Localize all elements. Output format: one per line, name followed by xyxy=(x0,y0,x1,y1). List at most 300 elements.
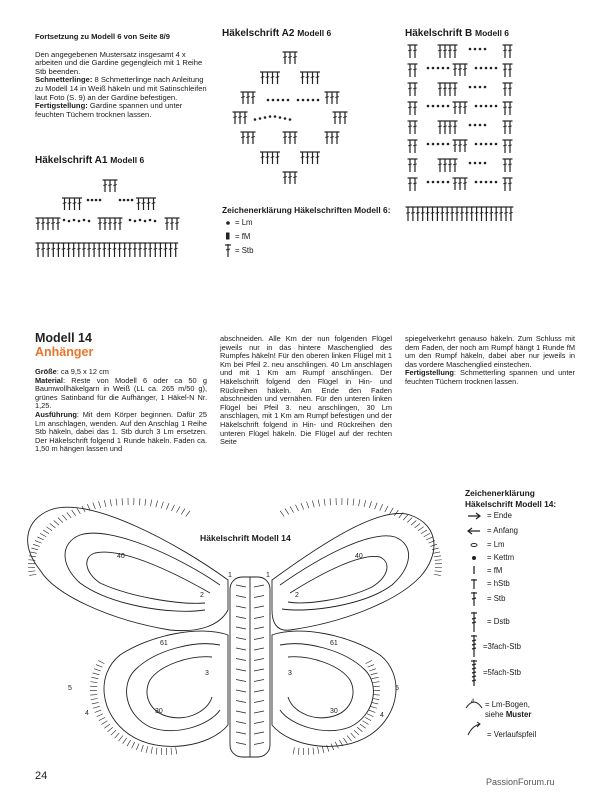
stb-symbol xyxy=(122,243,127,257)
stb-symbol xyxy=(108,218,113,230)
stb-symbol xyxy=(62,198,67,210)
lm-symbol xyxy=(432,105,435,108)
lm-symbol xyxy=(68,220,71,223)
lm-symbol xyxy=(490,105,493,108)
stb-symbol xyxy=(143,243,148,257)
stb-symbol xyxy=(508,207,513,221)
stb-symbol xyxy=(503,121,508,134)
stb-symbol xyxy=(315,72,320,84)
stb-symbol xyxy=(112,243,117,257)
model14-column-1 xyxy=(35,368,207,454)
lm-symbol xyxy=(144,220,147,223)
stb-symbol xyxy=(325,132,330,144)
lm-symbol xyxy=(479,48,482,51)
lm-symbol xyxy=(432,181,435,184)
stb-symbol xyxy=(148,243,153,257)
label-40-left: 40 xyxy=(117,553,125,560)
butterfly-chart xyxy=(0,485,460,775)
label-30-right: 30 xyxy=(330,708,338,715)
stb-symbol xyxy=(335,132,340,144)
hstb-symbol xyxy=(471,579,477,589)
stb-symbol xyxy=(503,45,508,58)
stb-symbol xyxy=(448,159,453,172)
stb-symbol xyxy=(443,83,448,96)
stb-symbol xyxy=(453,83,458,96)
stb-symbol xyxy=(508,159,513,172)
continuation-para-2: Schmetterlinge: 8 Schmetterlinge nach Anleitung zu Modell 14 in Weiß häkeln und mit Satinschleifen laut Foto (S. 9) an der Gardine befestigen. xyxy=(35,75,207,102)
lm-symbol xyxy=(99,199,102,202)
legend6-item-stb: = Stb xyxy=(235,246,254,255)
label-1-left: 1 xyxy=(228,572,232,579)
lm-symbol xyxy=(447,105,450,108)
lm-symbol xyxy=(485,181,488,184)
legend6-item-lm: = Lm xyxy=(235,218,253,227)
lm-symbol xyxy=(442,181,445,184)
lm-symbol xyxy=(289,118,292,121)
stb-symbol xyxy=(406,207,411,221)
legend14-fm: = fM xyxy=(487,566,503,575)
stb-symbol xyxy=(98,218,103,230)
label-3-right: 3 xyxy=(288,670,292,677)
continuation-heading: Fortsetzung zu Modell 6 von Seite 8/9 xyxy=(35,32,171,41)
stb-symbol xyxy=(51,243,56,257)
stb-symbol xyxy=(408,140,413,153)
lm-symbol xyxy=(95,199,98,202)
stb-symbol xyxy=(499,207,504,221)
stb-symbol xyxy=(338,112,343,124)
lm-symbol xyxy=(469,86,472,89)
stb-symbol xyxy=(333,112,338,124)
stb-symbol xyxy=(36,243,41,257)
label-5-right: 5 xyxy=(395,685,399,692)
legend14-hstb: = hStb xyxy=(487,579,510,588)
lm-symbol xyxy=(427,143,430,146)
lm-symbol xyxy=(474,48,477,51)
lm-symbol xyxy=(484,86,487,89)
stb-symbol xyxy=(455,207,460,221)
lm-symbol xyxy=(471,544,477,547)
stb-symbol xyxy=(260,152,265,164)
continuation-para-1: Den angegebenen Mustersatz insgesamt 4 x arbeiten und die Gardine gegengleich mit 1 Reihe Stb beenden. xyxy=(35,49,203,76)
lm-symbol xyxy=(474,86,477,89)
chart-b xyxy=(406,45,514,221)
chart-a2 xyxy=(233,52,348,184)
legend6-item-fm: = fM xyxy=(235,232,251,241)
lm-symbol xyxy=(469,124,472,127)
model14-title: Modell 14 xyxy=(35,331,92,345)
lm-symbol xyxy=(63,219,66,222)
stb-symbol xyxy=(464,207,469,221)
stb-symbol xyxy=(67,198,72,210)
legend14-title: Zeichenerklärung Häkelschrift Modell 14: xyxy=(465,488,557,509)
lm-symbol xyxy=(282,99,285,102)
lm-symbol xyxy=(277,99,280,102)
lm-symbol xyxy=(432,67,435,70)
lm-symbol xyxy=(139,219,142,222)
lm-symbol xyxy=(485,143,488,146)
stb-symbol xyxy=(102,243,107,257)
upper-right-wing xyxy=(272,513,434,630)
stb-symbol xyxy=(503,83,508,96)
stb-symbol xyxy=(165,218,170,230)
lm-symbol xyxy=(484,162,487,165)
butterfly-chart-title: Häkelschrift Modell 14 xyxy=(200,533,291,543)
stb-symbol xyxy=(175,218,180,230)
lm-symbol xyxy=(480,143,483,146)
legend6-symbols xyxy=(225,222,231,257)
stb-symbol xyxy=(265,72,270,84)
lm-symbol xyxy=(297,99,300,102)
stb-symbol xyxy=(46,218,51,230)
stb-symbol xyxy=(458,102,463,114)
lm-symbol xyxy=(432,143,435,146)
stb-symbol xyxy=(453,102,458,114)
stb-symbol xyxy=(438,121,443,134)
lm-symbol xyxy=(312,99,315,102)
legend-lm-symbol xyxy=(227,222,230,225)
stb-symbol xyxy=(260,72,265,84)
stb-symbol xyxy=(300,72,305,84)
stb-symbol xyxy=(92,243,97,257)
stb-symbol xyxy=(450,207,455,221)
stb-symbol xyxy=(438,159,443,172)
stb-symbol xyxy=(138,243,143,257)
lm-symbol xyxy=(447,143,450,146)
stb-symbol xyxy=(265,152,270,164)
stb-symbol xyxy=(61,243,66,257)
stb-symbol xyxy=(408,178,413,191)
lm-symbol xyxy=(447,67,450,70)
stb-symbol xyxy=(503,178,508,191)
lm-symbol xyxy=(307,99,310,102)
upper-left-wing xyxy=(28,507,228,630)
stb-symbol xyxy=(453,121,458,134)
lm-symbol xyxy=(279,116,282,119)
stb-symbol xyxy=(494,207,499,221)
stb-symbol xyxy=(458,140,463,152)
stb-symbol xyxy=(463,140,468,152)
stb-symbol xyxy=(413,45,418,58)
label-2-left: 2 xyxy=(200,592,204,599)
stb-symbol xyxy=(453,140,458,152)
stb-symbol xyxy=(325,92,330,104)
stb-symbol xyxy=(293,132,298,144)
stb-symbol xyxy=(413,102,418,115)
stb-symbol xyxy=(168,243,173,257)
stb-symbol xyxy=(270,72,275,84)
stb-symbol xyxy=(408,83,413,96)
stb-symbol xyxy=(81,243,86,257)
stb-symbol xyxy=(153,243,158,257)
watermark: PassionForum.ru xyxy=(486,777,555,787)
label-4-left: 4 xyxy=(85,710,89,717)
stb-symbol xyxy=(508,64,513,77)
label-40-right: 40 xyxy=(355,553,363,560)
stb-symbol xyxy=(241,92,246,104)
stb-symbol xyxy=(117,243,122,257)
stb-symbol xyxy=(113,180,118,192)
stb-symbol xyxy=(458,178,463,190)
lm-symbol xyxy=(479,86,482,89)
model14-material: Material: Reste von Modell 6 oder ca 50 g Baumwollhäkelgarn in Weiß (LL ca. 265 m/50 g), grünes Satinband für die Aufhänger, 1 Häkel-N Nr. 1,25. xyxy=(35,375,207,411)
stb-symbol xyxy=(479,207,484,221)
model14-mirror-text: spiegelverkehrt genauso häkeln. Zum Schluss mit dem Faden, der noch am Rumpf hängt 1 Runde fM um den Rumpf häkeln, dabei aber nur jeweils in das vordere Maschenglied einstechen. xyxy=(405,334,575,369)
stb-symbol xyxy=(71,243,76,257)
lm-symbol xyxy=(91,199,94,202)
stb-symbol xyxy=(453,64,458,76)
stb-symbol xyxy=(408,45,413,58)
stb-symbol xyxy=(440,207,445,221)
lm-symbol xyxy=(475,67,478,70)
stb-symbol xyxy=(445,207,450,221)
lm-symbol xyxy=(302,99,305,102)
stb-symbol xyxy=(425,207,430,221)
stb-symbol xyxy=(310,72,315,84)
stb-symbol xyxy=(463,64,468,76)
lm-symbol xyxy=(131,199,134,202)
legend6-title: Zeichenerklärung Häkelschriften Modell 6: xyxy=(222,205,391,215)
lm-symbol xyxy=(469,48,472,51)
stb-symbol xyxy=(170,218,175,230)
stb-symbol xyxy=(97,243,102,257)
lm-symbol xyxy=(437,105,440,108)
stb-symbol xyxy=(453,45,458,58)
kettm-symbol xyxy=(473,557,476,560)
butterfly-labels xyxy=(68,553,399,719)
stb-symbol xyxy=(293,52,298,64)
direction-arrow-icon xyxy=(468,722,480,735)
stb-symbol xyxy=(56,218,61,230)
stb-symbol xyxy=(453,178,458,190)
label-1-right: 1 xyxy=(266,572,270,579)
stb-symbol xyxy=(107,243,112,257)
stb-symbol xyxy=(243,112,248,124)
lm-symbol xyxy=(427,105,430,108)
lm-symbol xyxy=(442,105,445,108)
lm-symbol xyxy=(274,115,277,118)
stb-symbol xyxy=(458,64,463,76)
lm-symbol xyxy=(437,143,440,146)
stb-symbol xyxy=(413,178,418,191)
lm-symbol xyxy=(480,181,483,184)
legend14-lm-bogen: = Lm-Bogen, siehe Muster xyxy=(485,700,532,719)
label-4-right: 4 xyxy=(380,712,384,719)
stb-symbol xyxy=(132,243,137,257)
stb-symbol xyxy=(41,218,46,230)
upper-left-wing-inner xyxy=(65,533,220,611)
lm-symbol xyxy=(427,181,430,184)
stb-symbol xyxy=(503,140,508,153)
stb-symbol xyxy=(246,92,251,104)
stb-symbol xyxy=(270,152,275,164)
lm-symbol xyxy=(479,124,482,127)
stb-symbol xyxy=(288,172,293,184)
stb-symbol xyxy=(275,152,280,164)
lm-symbol xyxy=(495,67,498,70)
stb-symbol xyxy=(163,243,168,257)
stb-symbol xyxy=(415,207,420,221)
stb-symbol xyxy=(448,121,453,134)
lm-symbol xyxy=(474,124,477,127)
label-3-left: 3 xyxy=(205,670,209,677)
stb-symbol xyxy=(127,243,132,257)
lm-symbol xyxy=(154,220,157,223)
stb-symbol xyxy=(36,218,41,230)
legend14-kettm: = Kettm xyxy=(487,553,515,562)
lm-symbol xyxy=(480,67,483,70)
stb-symbol xyxy=(413,121,418,134)
stb-symbol xyxy=(113,218,118,230)
lm-symbol xyxy=(484,48,487,51)
model14-size: Größe: ca 9,5 x 12 cm xyxy=(35,367,109,376)
lm-symbol xyxy=(264,116,267,119)
stb-symbol xyxy=(463,178,468,190)
model14-column-3 xyxy=(405,335,575,387)
stb-symbol xyxy=(413,159,418,172)
stb-symbol xyxy=(471,592,477,606)
stb-symbol xyxy=(330,132,335,144)
legend-fm-symbol xyxy=(227,233,230,239)
stb-symbol xyxy=(443,121,448,134)
lm-symbol xyxy=(119,199,122,202)
stb-symbol xyxy=(448,83,453,96)
stb-symbol xyxy=(275,72,280,84)
3fach-stb-symbol xyxy=(471,635,477,657)
lm-symbol xyxy=(287,99,290,102)
lm-symbol xyxy=(442,67,445,70)
stb-symbol xyxy=(484,207,489,221)
stb-symbol xyxy=(504,207,509,221)
lm-symbol xyxy=(442,143,445,146)
lm-symbol xyxy=(437,181,440,184)
legend14-lm: = Lm xyxy=(487,540,505,549)
lm-symbol xyxy=(73,219,76,222)
lm-symbol xyxy=(87,199,90,202)
legend14-5fach-stb: =5fach-Stb xyxy=(483,668,521,677)
lm-symbol xyxy=(317,99,320,102)
stb-symbol xyxy=(233,112,238,124)
lm-symbol xyxy=(272,99,275,102)
lm-symbol xyxy=(484,124,487,127)
stb-symbol xyxy=(72,198,77,210)
stb-symbol xyxy=(448,45,453,58)
svg-text:4: 4 xyxy=(471,699,475,705)
stb-symbol xyxy=(315,152,320,164)
stb-symbol xyxy=(76,243,81,257)
legend14-dstb: = Dstb xyxy=(487,617,510,626)
lm-symbol xyxy=(495,105,498,108)
stb-symbol xyxy=(474,207,479,221)
stb-symbol xyxy=(508,102,513,115)
stb-symbol xyxy=(151,198,156,210)
stb-symbol xyxy=(443,45,448,58)
chart-a2-title: Häkelschrift A2 Modell 6 xyxy=(222,28,332,39)
lm-symbol xyxy=(427,67,430,70)
continuation-para-3: Fertigstellung: Gardine spannen und unter feuchten Tüchern trocknen lassen. xyxy=(35,101,183,119)
lm-symbol xyxy=(88,220,91,223)
lm-symbol xyxy=(475,181,478,184)
stb-symbol xyxy=(410,207,415,221)
stb-symbol xyxy=(430,207,435,221)
stb-symbol xyxy=(463,102,468,114)
stb-symbol xyxy=(503,159,508,172)
stb-symbol xyxy=(241,132,246,144)
lm-symbol xyxy=(495,143,498,146)
lm-symbol xyxy=(474,162,477,165)
stb-symbol xyxy=(283,172,288,184)
stb-symbol xyxy=(503,102,508,115)
stb-symbol xyxy=(438,83,443,96)
legend-stb-symbol xyxy=(225,244,231,257)
stb-symbol xyxy=(173,243,178,257)
lm-arc-symbol xyxy=(466,699,482,708)
dstb-symbol xyxy=(471,612,477,632)
lm-symbol xyxy=(78,220,81,223)
stb-symbol xyxy=(293,172,298,184)
stb-symbol xyxy=(420,207,425,221)
lm-symbol xyxy=(475,105,478,108)
label-61-right: 61 xyxy=(330,640,338,647)
lm-symbol xyxy=(127,199,130,202)
lm-symbol xyxy=(123,199,126,202)
stb-symbol xyxy=(46,243,51,257)
legend14-ende: = Ende xyxy=(487,511,512,520)
legend14-verlaufspfeil: = Verlaufspfeil xyxy=(487,730,537,739)
stb-symbol xyxy=(469,207,474,221)
stb-symbol xyxy=(158,243,163,257)
label-5-left: 5 xyxy=(68,685,72,692)
start-arrow-icon xyxy=(468,528,480,534)
stb-symbol xyxy=(503,64,508,77)
stb-symbol xyxy=(408,121,413,134)
stb-symbol xyxy=(77,198,82,210)
legend14-anfang: = Anfang xyxy=(487,526,519,535)
stb-symbol xyxy=(413,83,418,96)
lm-symbol xyxy=(437,67,440,70)
stb-symbol xyxy=(438,45,443,58)
lm-symbol xyxy=(490,143,493,146)
stb-symbol xyxy=(343,112,348,124)
model14-instructions: Ausführung: Mit dem Körper beginnen. Dafür 25 Lm anschlagen, wenden. Auf den Anschlag 1 Reihe Stb häkeln, dabei das 1. Stb durch 3 Lm ersetzen. Der Häkelschrift folgend 1 Runde häkeln. Faden ca. 1,50 m hängen lassen und xyxy=(35,409,207,454)
stb-symbol xyxy=(146,198,151,210)
stb-symbol xyxy=(141,198,146,210)
stb-symbol xyxy=(87,243,92,257)
lm-symbol xyxy=(267,99,270,102)
stb-symbol xyxy=(413,64,418,77)
label-30-left: 30 xyxy=(155,708,163,715)
stb-symbol xyxy=(453,159,458,172)
lm-symbol xyxy=(490,181,493,184)
lm-symbol xyxy=(284,117,287,120)
stb-symbol xyxy=(508,83,513,96)
5fach-stb-symbol xyxy=(471,660,477,686)
stb-symbol xyxy=(283,132,288,144)
stb-symbol xyxy=(51,218,56,230)
stb-symbol xyxy=(435,207,440,221)
lm-symbol xyxy=(149,219,152,222)
chart-a1 xyxy=(36,180,180,257)
stb-symbol xyxy=(310,152,315,164)
lm-symbol xyxy=(83,219,86,222)
lm-symbol xyxy=(480,105,483,108)
model14-finishing: Fertigstellung: Schmetterling spannen und unter feuchten Tüchern trocknen lassen. xyxy=(405,368,575,386)
model14-subtitle: Anhänger xyxy=(35,345,94,359)
stb-symbol xyxy=(288,132,293,144)
label-61-left: 61 xyxy=(160,640,168,647)
stb-symbol xyxy=(300,152,305,164)
lm-symbol xyxy=(269,115,272,118)
lm-symbol xyxy=(469,162,472,165)
